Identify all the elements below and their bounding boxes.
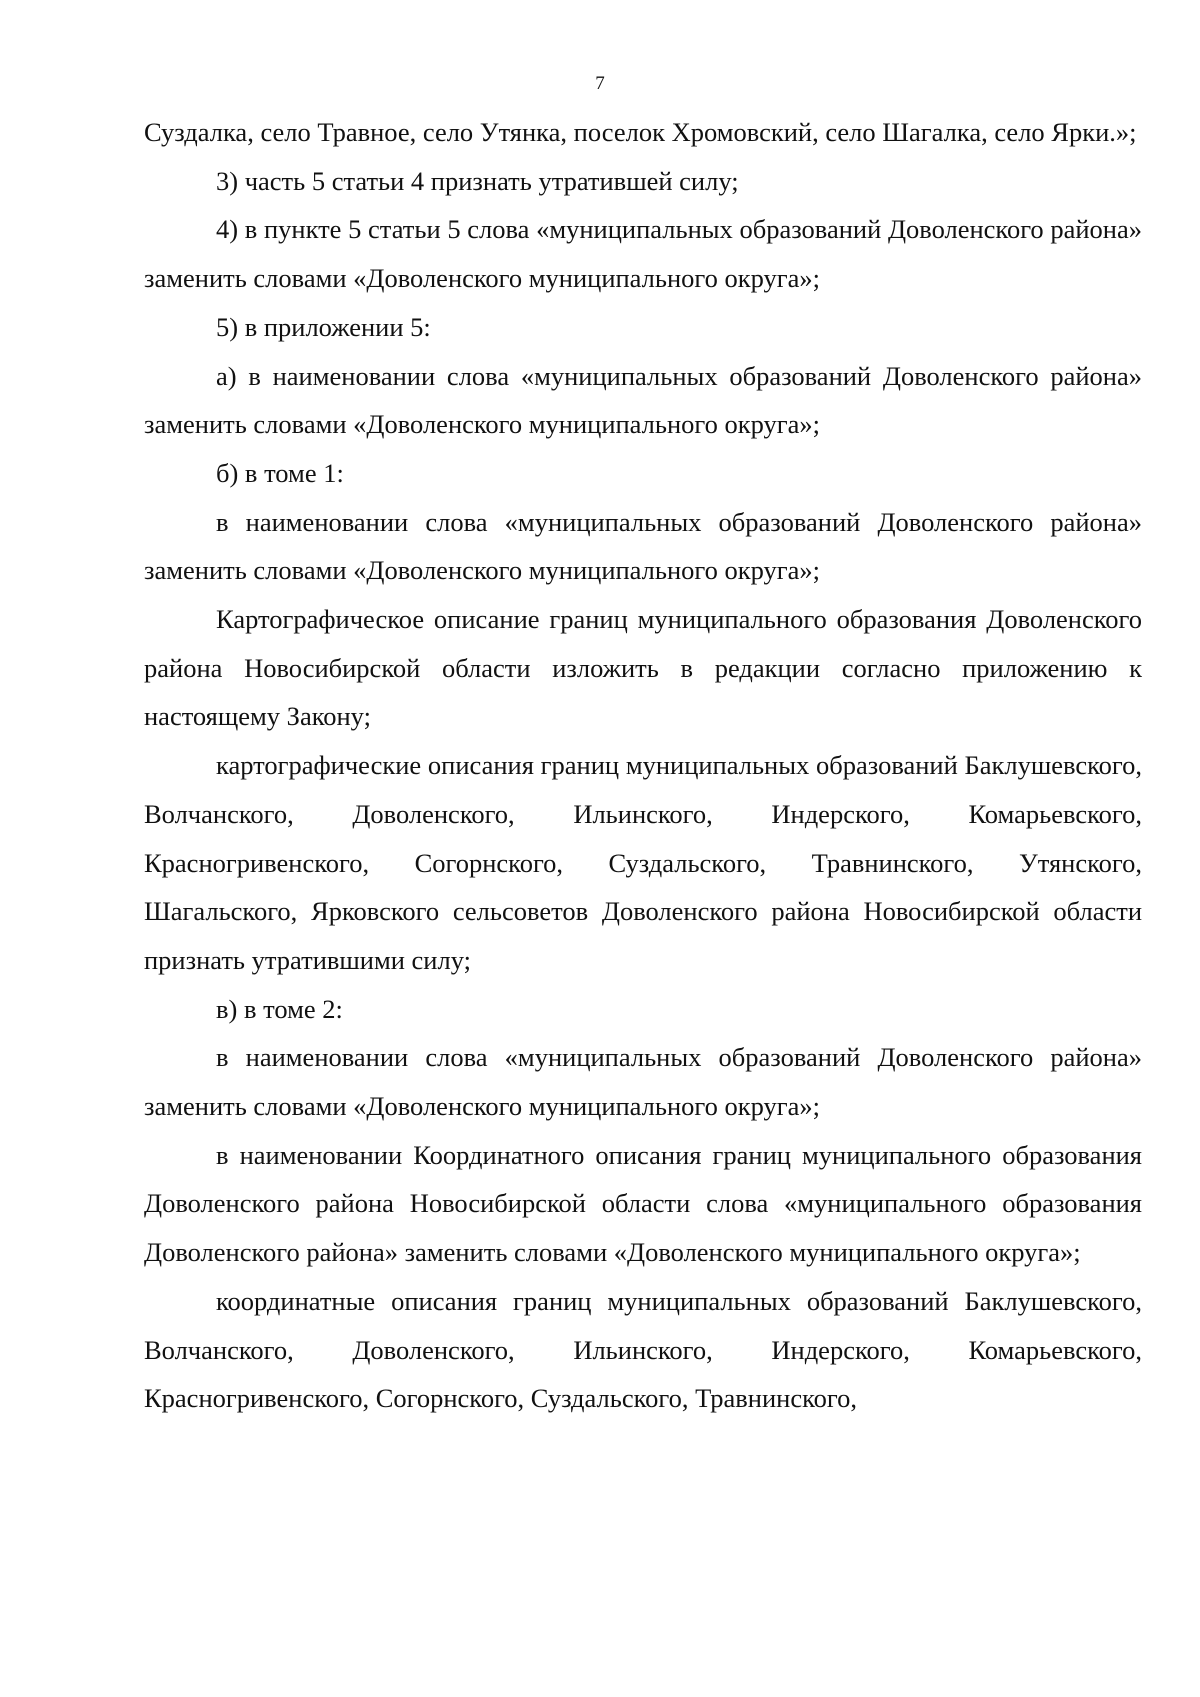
paragraph-volume-2-coordinate-title: в наименовании Координатного описания границ муниципального образования Доволенского района Новосибирской области слова «муниципального образования Доволенского района» заменить словами «Доволенского муниципального округа»; xyxy=(144,1139,1142,1268)
document-body xyxy=(144,108,1142,1423)
paragraph-volume-1-cartographic: Картографическое описание границ муниципального образования Доволенского района Новосибирской области изложить в редакции согласно приложению к настоящему Закону; xyxy=(144,604,1142,732)
paragraph-item-3: 3) часть 5 статьи 4 признать утратившей силу; xyxy=(216,165,739,196)
paragraph-subitem-a: а) в наименовании слова «муниципальных образований Доволенского района» заменить словами «Доволенского муниципального округа»; xyxy=(144,360,1142,440)
paragraph-volume-1-repeal: картографические описания границ муниципальных образований Баклушевского, Волчанского, Доволенского, Ильинского, Индерского, Комарьевского, Красногривенского, Согорнского, Суздальского, Травнинского, Утянского, Шагальского, Ярковского сельсоветов Доволенского района Новосибирской области признать утратившими силу; xyxy=(144,750,1142,975)
paragraph-volume-2-title: в наименовании слова «муниципальных образований Доволенского района» заменить словами «Доволенского муниципального округа»; xyxy=(144,1042,1142,1122)
paragraph-subitem-b: б) в томе 1: xyxy=(216,457,344,488)
paragraph-continuation: Суздалка, село Травное, село Утянка, поселок Хромовский, село Шагалка, село Ярки.»; xyxy=(144,117,1137,147)
paragraph-volume-1-title: в наименовании слова «муниципальных образований Доволенского района» заменить словами «Доволенского муниципального округа»; xyxy=(144,506,1142,586)
paragraph-item-5: 5) в приложении 5: xyxy=(216,311,431,342)
paragraph-item-4: 4) в пункте 5 статьи 5 слова «муниципальных образований Доволенского района» заменить словами «Доволенского муниципального округа»; xyxy=(144,214,1142,294)
page-number: 7 xyxy=(595,73,605,94)
paragraph-volume-2-coordinate-repeal: координатные описания границ муниципальных образований Баклушевского, Волчанского, Доволенского, Ильинского, Индерского, Комарьевского, Красногривенского, Согорнского, Суздальского, Травнинского, xyxy=(144,1285,1142,1414)
paragraph-subitem-v: в) в томе 2: xyxy=(216,993,343,1024)
